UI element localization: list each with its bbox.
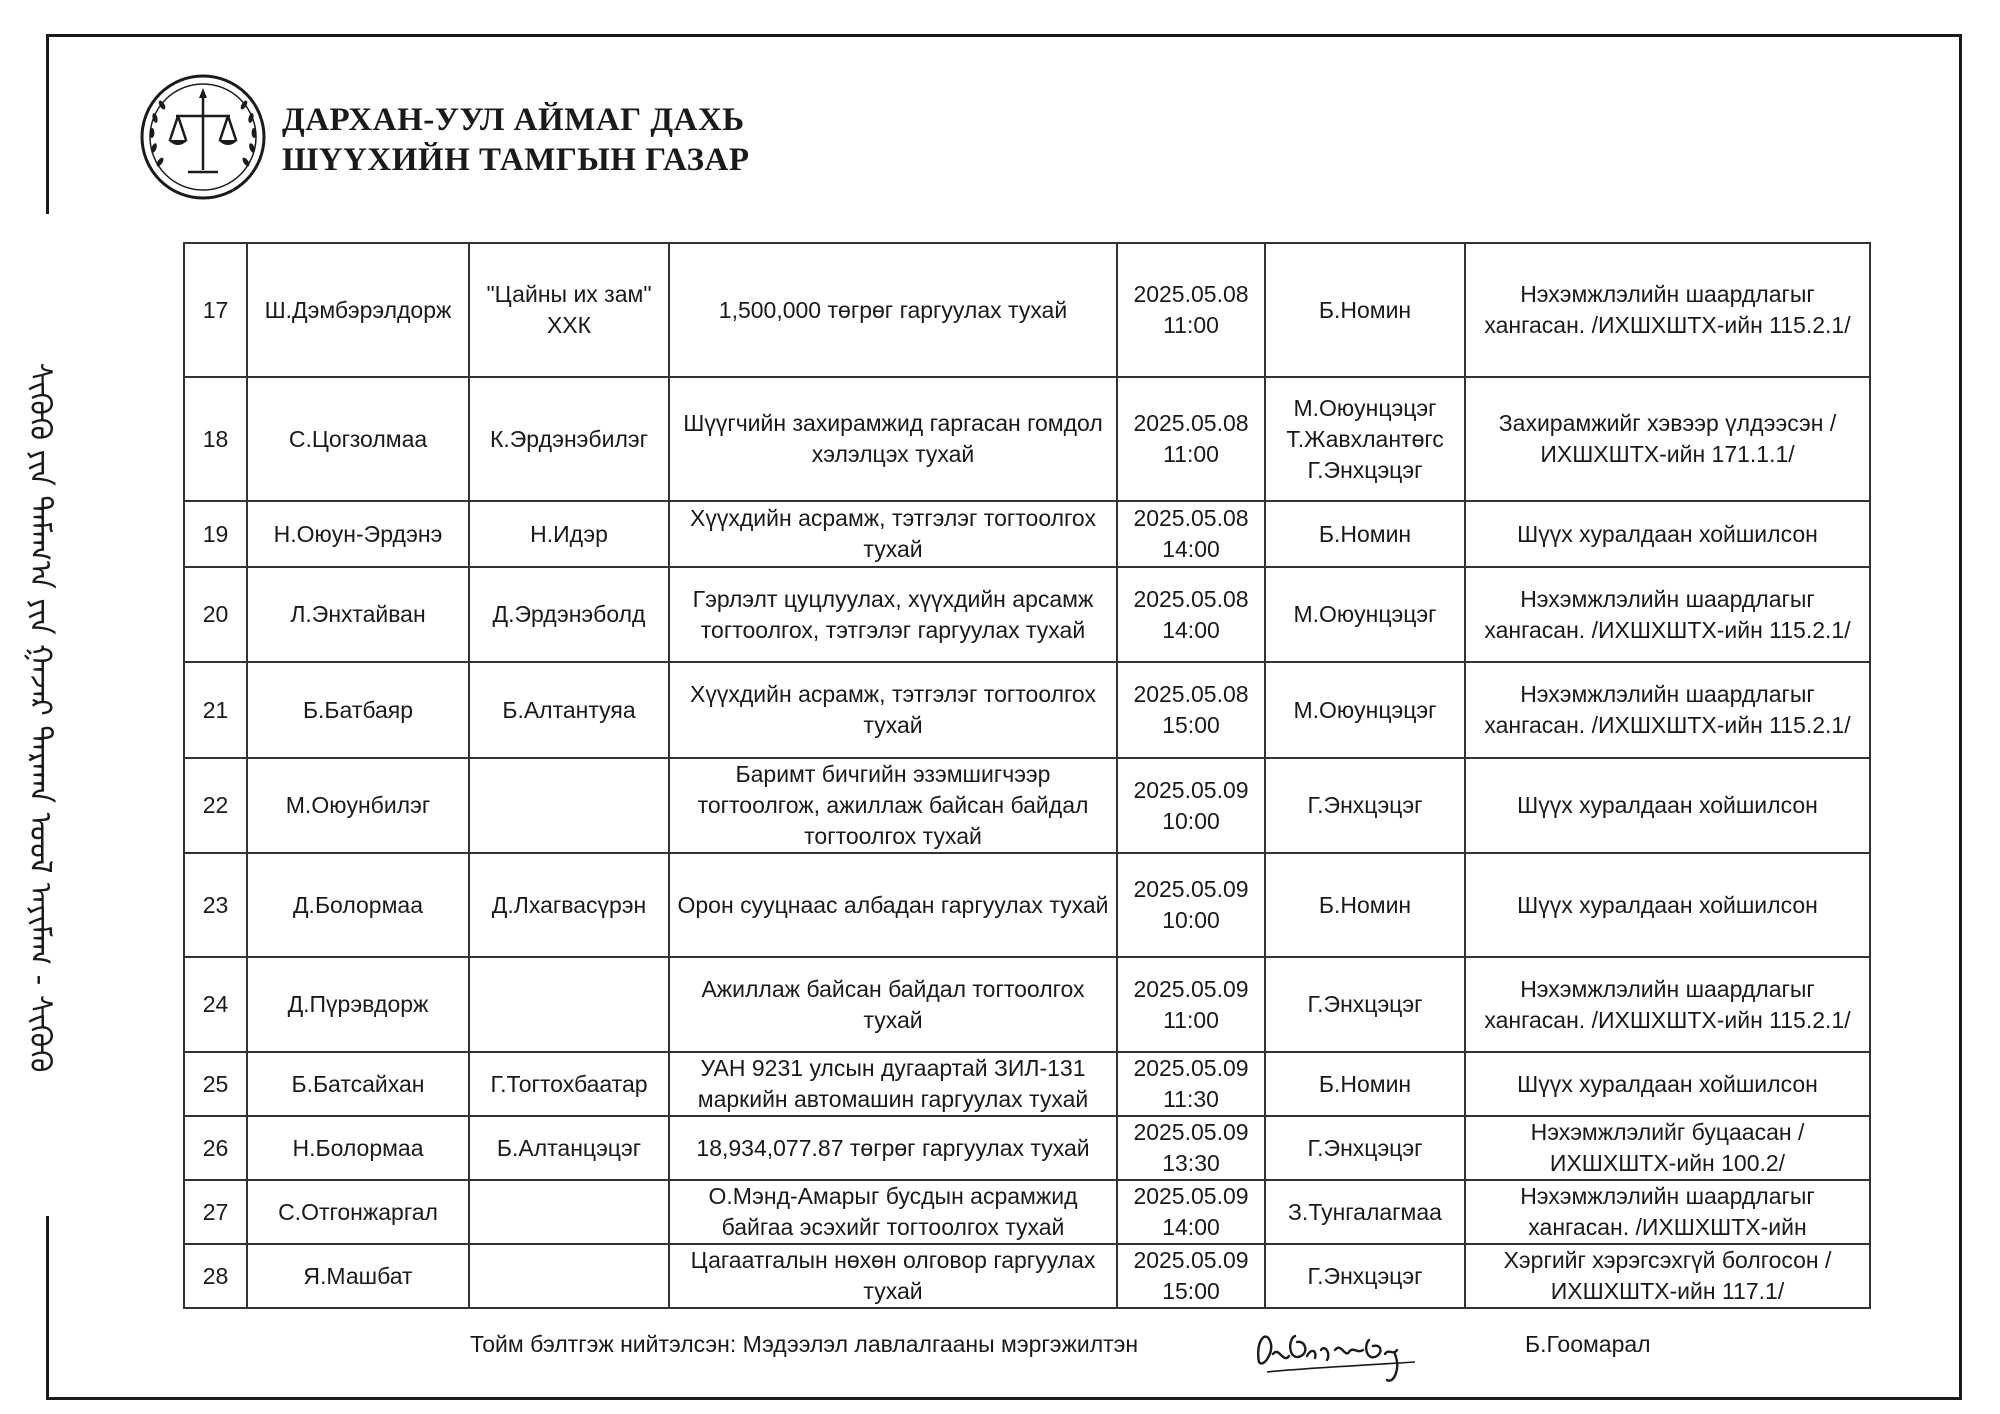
judge-cell: Г.Энхцэцэг bbox=[1265, 1244, 1465, 1308]
defendant-cell: К.Эрдэнэбилэг bbox=[469, 377, 669, 501]
table-row bbox=[184, 567, 1870, 662]
datetime-cell: 2025.05.08 14:00 bbox=[1117, 501, 1265, 567]
claim-cell: Цагаатгалын нөхөн олговор гаргуулах тухай bbox=[669, 1244, 1117, 1308]
plaintiff-cell: Л.Энхтайван bbox=[247, 567, 469, 662]
table-row bbox=[184, 1244, 1870, 1308]
case-results-table bbox=[183, 242, 1871, 1309]
table-row bbox=[184, 1116, 1870, 1180]
case-number-cell: 21 bbox=[184, 662, 247, 758]
defendant-cell: Б.Алтанцэцэг bbox=[469, 1116, 669, 1180]
case-number-cell: 18 bbox=[184, 377, 247, 501]
org-name-line-2: ШҮҮХИЙН ТАМГЫН ГАЗАР bbox=[282, 142, 750, 178]
case-number-cell: 20 bbox=[184, 567, 247, 662]
plaintiff-cell: Б.Батбаяр bbox=[247, 662, 469, 758]
result-cell: Шүүх хуралдаан хойшилсон bbox=[1465, 758, 1870, 853]
result-cell: Нэхэмжлэлийн шаардлагыг хангасан. /ИХШХШТХ-ийн 115.2.1/ bbox=[1465, 662, 1870, 758]
judge-cell: Г.Энхцэцэг bbox=[1265, 957, 1465, 1052]
claim-cell: Шүүгчийн захирамжид гаргасан гомдол хэлэлцэх тухай bbox=[669, 377, 1117, 501]
plaintiff-cell: Я.Машбат bbox=[247, 1244, 469, 1308]
datetime-cell: 2025.05.08 11:00 bbox=[1117, 377, 1265, 501]
result-cell: Нэхэмжлэлийн шаардлагыг хангасан. /ИХШХШТХ-ийн 115.2.1/ bbox=[1465, 567, 1870, 662]
judge-cell: М.Оюунцэцэг bbox=[1265, 567, 1465, 662]
defendant-cell bbox=[469, 758, 669, 853]
table-row bbox=[184, 662, 1870, 758]
claim-cell: Хүүхдийн асрамж, тэтгэлэг тогтоолгох тухай bbox=[669, 501, 1117, 567]
claim-cell: Ажиллаж байсан байдал тогтоолгох тухай bbox=[669, 957, 1117, 1052]
judge-cell: Г.Энхцэцэг bbox=[1265, 758, 1465, 853]
result-cell: Шүүх хуралдаан хойшилсон bbox=[1465, 1052, 1870, 1116]
case-number-cell: 19 bbox=[184, 501, 247, 567]
claim-cell: 1,500,000 төгрөг гаргуулах тухай bbox=[669, 243, 1117, 377]
defendant-cell bbox=[469, 1244, 669, 1308]
table-row bbox=[184, 243, 1870, 377]
result-cell: Захирамжийг хэвээр үлдээсэн /ИХШХШТХ-ийн 171.1.1/ bbox=[1465, 377, 1870, 501]
table-row bbox=[184, 1180, 1870, 1244]
table-row bbox=[184, 1052, 1870, 1116]
claim-cell: 18,934,077.87 төгрөг гаргуулах тухай bbox=[669, 1116, 1117, 1180]
case-number-cell: 23 bbox=[184, 853, 247, 957]
court-office-name bbox=[282, 100, 749, 180]
table-row bbox=[184, 853, 1870, 957]
datetime-cell: 2025.05.09 10:00 bbox=[1117, 853, 1265, 957]
defendant-cell bbox=[469, 957, 669, 1052]
court-scales-emblem-icon bbox=[138, 70, 268, 204]
claim-cell: Орон сууцнаас албадан гаргуулах тухай bbox=[669, 853, 1117, 957]
claim-cell: Гэрлэлт цуцлуулах, хүүхдийн арсамж тогтоолгох, тэтгэлэг гаргуулах тухай bbox=[669, 567, 1117, 662]
result-cell: Шүүх хуралдаан хойшилсон bbox=[1465, 501, 1870, 567]
result-cell: Нэхэмжлэлийн шаардлагыг хангасан. /ИХШХШТХ-ийн bbox=[1465, 1180, 1870, 1244]
frame-bottom-border bbox=[46, 1397, 1962, 1400]
datetime-cell: 2025.05.08 11:00 bbox=[1117, 243, 1265, 377]
datetime-cell: 2025.05.09 15:00 bbox=[1117, 1244, 1265, 1308]
handwritten-signature-icon bbox=[1245, 1310, 1445, 1390]
frame-left-border-top bbox=[46, 34, 49, 214]
result-cell: Нэхэмжлэлийн шаардлагыг хангасан. /ИХШХШТХ-ийн 115.2.1/ bbox=[1465, 957, 1870, 1052]
datetime-cell: 2025.05.08 15:00 bbox=[1117, 662, 1265, 758]
judge-cell: З.Тунгалагмаа bbox=[1265, 1180, 1465, 1244]
plaintiff-cell: Ш.Дэмбэрэлдорж bbox=[247, 243, 469, 377]
datetime-cell: 2025.05.09 11:30 bbox=[1117, 1052, 1265, 1116]
judge-cell: Г.Энхцэцэг bbox=[1265, 1116, 1465, 1180]
claim-cell: О.Мэнд-Амарыг бусдын асрамжид байгаа эсэхийг тогтоолгох тухай bbox=[669, 1180, 1117, 1244]
defendant-cell: Д.Лхагвасүрэн bbox=[469, 853, 669, 957]
org-name-line-1: ДАРХАН-УУЛ АЙМАГ ДАХЬ bbox=[282, 102, 745, 138]
datetime-cell: 2025.05.08 14:00 bbox=[1117, 567, 1265, 662]
case-number-cell: 25 bbox=[184, 1052, 247, 1116]
plaintiff-cell: Д.Болормаа bbox=[247, 853, 469, 957]
case-number-cell: 26 bbox=[184, 1116, 247, 1180]
datetime-cell: 2025.05.09 11:00 bbox=[1117, 957, 1265, 1052]
case-number-cell: 28 bbox=[184, 1244, 247, 1308]
case-number-cell: 22 bbox=[184, 758, 247, 853]
table-row bbox=[184, 957, 1870, 1052]
mongolian-script-text: ᠰᠢᠭᠦᠬᠦ ᠶᠢᠨ ᠲᠠᠮᠠᠭ᠎ᠠ ᠶᠢᠨ ᠭᠠᠵᠠᠷ ᠳᠠᠷᠬᠠᠨ ᠤᠤᠯ ᠠᠶᠢᠮᠠᠭ - ᠰᠢᠭᠦᠬᠦ bbox=[22, 362, 58, 1073]
plaintiff-cell: С.Цогзолмаа bbox=[247, 377, 469, 501]
datetime-cell: 2025.05.09 14:00 bbox=[1117, 1180, 1265, 1244]
frame-left-border-bottom bbox=[46, 1216, 49, 1400]
defendant-cell bbox=[469, 1180, 669, 1244]
result-cell: Шүүх хуралдаан хойшилсон bbox=[1465, 853, 1870, 957]
plaintiff-cell: Н.Болормаа bbox=[247, 1116, 469, 1180]
defendant-cell: Б.Алтантуяа bbox=[469, 662, 669, 758]
judge-cell: Б.Номин bbox=[1265, 243, 1465, 377]
defendant-cell: Н.Идэр bbox=[469, 501, 669, 567]
defendant-cell: Г.Тогтохбаатар bbox=[469, 1052, 669, 1116]
judge-cell: Б.Номин bbox=[1265, 853, 1465, 957]
judge-cell: Б.Номин bbox=[1265, 501, 1465, 567]
judge-cell: М.Оюунцэцэг bbox=[1265, 662, 1465, 758]
datetime-cell: 2025.05.09 10:00 bbox=[1117, 758, 1265, 853]
defendant-cell: Д.Эрдэнэболд bbox=[469, 567, 669, 662]
judge-cell: Б.Номин bbox=[1265, 1052, 1465, 1116]
case-number-cell: 24 bbox=[184, 957, 247, 1052]
result-cell: Нэхэмжлэлийн шаардлагыг хангасан. /ИХШХШТХ-ийн 115.2.1/ bbox=[1465, 243, 1870, 377]
claim-cell: Баримт бичгийн эзэмшигчээр тогтоолгож, ажиллаж байсан байдал тогтоолгох тухай bbox=[669, 758, 1117, 853]
mongolian-script-vertical bbox=[22, 225, 68, 1210]
claim-cell: УАН 9231 улсын дугаартай ЗИЛ-131 маркийн автомашин гаргуулах тухай bbox=[669, 1052, 1117, 1116]
table-row bbox=[184, 377, 1870, 501]
frame-top-border bbox=[46, 34, 1962, 37]
judge-cell: М.Оюунцэцэг Т.Жавхлантөгс Г.Энхцэцэг bbox=[1265, 377, 1465, 501]
table-row bbox=[184, 758, 1870, 853]
plaintiff-cell: М.Оюунбилэг bbox=[247, 758, 469, 853]
signatory-name: Б.Гоомарал bbox=[1525, 1331, 1651, 1357]
case-number-cell: 17 bbox=[184, 243, 247, 377]
plaintiff-cell: Б.Батсайхан bbox=[247, 1052, 469, 1116]
claim-cell: Хүүхдийн асрамж, тэтгэлэг тогтоолгох тухай bbox=[669, 662, 1117, 758]
prepared-by-label: Тойм бэлтгэж нийтэлсэн: Мэдээлэл лавлалгааны мэргэжилтэн bbox=[470, 1331, 1139, 1357]
plaintiff-cell: Д.Пүрэвдорж bbox=[247, 957, 469, 1052]
frame-right-border bbox=[1959, 34, 1962, 1400]
table-row bbox=[184, 501, 1870, 567]
case-number-cell: 27 bbox=[184, 1180, 247, 1244]
plaintiff-cell: Н.Оюун-Эрдэнэ bbox=[247, 501, 469, 567]
defendant-cell: "Цайны их зам" ХХК bbox=[469, 243, 669, 377]
plaintiff-cell: С.Отгонжаргал bbox=[247, 1180, 469, 1244]
result-cell: Нэхэмжлэлийг буцаасан /ИХШХШТХ-ийн 100.2/ bbox=[1465, 1116, 1870, 1180]
datetime-cell: 2025.05.09 13:30 bbox=[1117, 1116, 1265, 1180]
result-cell: Хэргийг хэрэгсэхгүй болгосон /ИХШХШТХ-ийн 117.1/ bbox=[1465, 1244, 1870, 1308]
